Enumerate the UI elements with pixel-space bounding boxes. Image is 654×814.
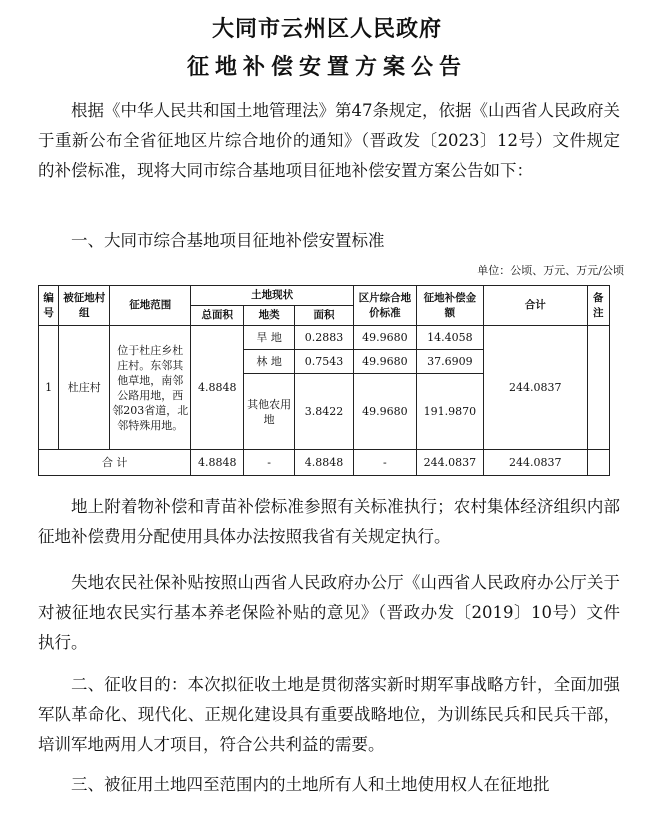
- cell-total-area: 4.8848: [191, 326, 244, 450]
- cell-note: [587, 326, 609, 450]
- cell-land-type: 其他农用地: [244, 374, 295, 450]
- header-comp: 征地补偿金额: [416, 286, 483, 326]
- header-range: 征地范围: [110, 286, 191, 326]
- header-area: 面积: [295, 306, 354, 326]
- unit-note: 单位：公顷、万元、万元/公顷: [477, 264, 624, 277]
- cell-no: 1: [39, 326, 59, 450]
- intro-paragraph: 根据《中华人民共和国土地管理法》第47条规定，依据《山西省人民政府关于重新公布全省征地区片综合地价的通知》（晋政发〔2023〕12号）文件规定的补偿标准，现将大同市综合基地项目征地补偿安置方案公告如下：: [38, 101, 620, 180]
- compensation-table: [38, 285, 610, 476]
- header-land-status: 土地现状: [191, 286, 354, 306]
- header-row-1: [39, 286, 610, 306]
- cell-area: 0.7543: [295, 350, 354, 374]
- paragraph-attachments: 地上附着物补偿和青苗补偿标准参照有关标准执行；农村集体经济组织内部征地补偿费用分配使用具体办法按照我省有关规定执行。: [38, 497, 620, 546]
- paragraph-social-security: 失地农民社保补贴按照山西省人民政府办公厅《山西省人民政府办公厅关于对被征地农民实行基本养老保险补贴的意见》（晋政办发〔2019〕10号）文件执行。: [38, 573, 620, 652]
- table-row: [39, 326, 610, 350]
- cell-comp: 14.4058: [416, 326, 483, 350]
- cell-price: 49.9680: [353, 350, 416, 374]
- header-total-area: 总面积: [191, 306, 244, 326]
- total-row: [39, 450, 610, 476]
- title-line-1: 大同市云州区人民政府: [211, 17, 442, 42]
- total-area: 4.8848: [191, 450, 244, 476]
- total-label: 合 计: [39, 450, 191, 476]
- cell-area: 3.8422: [295, 374, 354, 450]
- cell-land-type: 旱 地: [244, 326, 295, 350]
- header-no: 编号: [39, 286, 59, 326]
- total-price: -: [353, 450, 416, 476]
- header-village: 被征地村组: [59, 286, 110, 326]
- header-sum: 合计: [483, 286, 587, 326]
- cell-land-type: 林 地: [244, 350, 295, 374]
- cell-comp: 191.9870: [416, 374, 483, 450]
- header-price: 区片综合地价标准: [353, 286, 416, 326]
- cell-price: 49.9680: [353, 326, 416, 350]
- cell-price: 49.9680: [353, 374, 416, 450]
- total-sum: 244.0837: [483, 450, 587, 476]
- title-line-2: 征地补偿安置方案公告: [186, 55, 467, 80]
- header-land-type: 地类: [244, 306, 295, 326]
- cell-village: 杜庄村: [59, 326, 110, 450]
- cell-range: 位于杜庄乡杜庄村。东邻其他草地，南邻公路用地，西邻203省道，北邻特殊用地。: [110, 326, 191, 450]
- total-land-type: -: [244, 450, 295, 476]
- cell-comp: 37.6909: [416, 350, 483, 374]
- total-comp: 244.0837: [416, 450, 483, 476]
- paragraph-section-3: 三、被征用土地四至范围内的土地所有人和土地使用权人在征地批: [71, 775, 550, 794]
- paragraph-purpose: 二、征收目的：本次拟征收土地是贯彻落实新时期军事战略方针，全面加强军队革命化、现代化、正规化建设具有重要战略地位，为训练民兵和民兵干部，培训军地两用人才项目，符合公共利益的需要。: [38, 675, 620, 754]
- cell-area: 0.2883: [295, 326, 354, 350]
- total-area-sum: 4.8848: [295, 450, 354, 476]
- total-note: [587, 450, 609, 476]
- section-1-heading: 一、大同市综合基地项目征地补偿安置标准: [71, 231, 385, 250]
- header-note: 备注: [587, 286, 609, 326]
- cell-sum: 244.0837: [483, 326, 587, 450]
